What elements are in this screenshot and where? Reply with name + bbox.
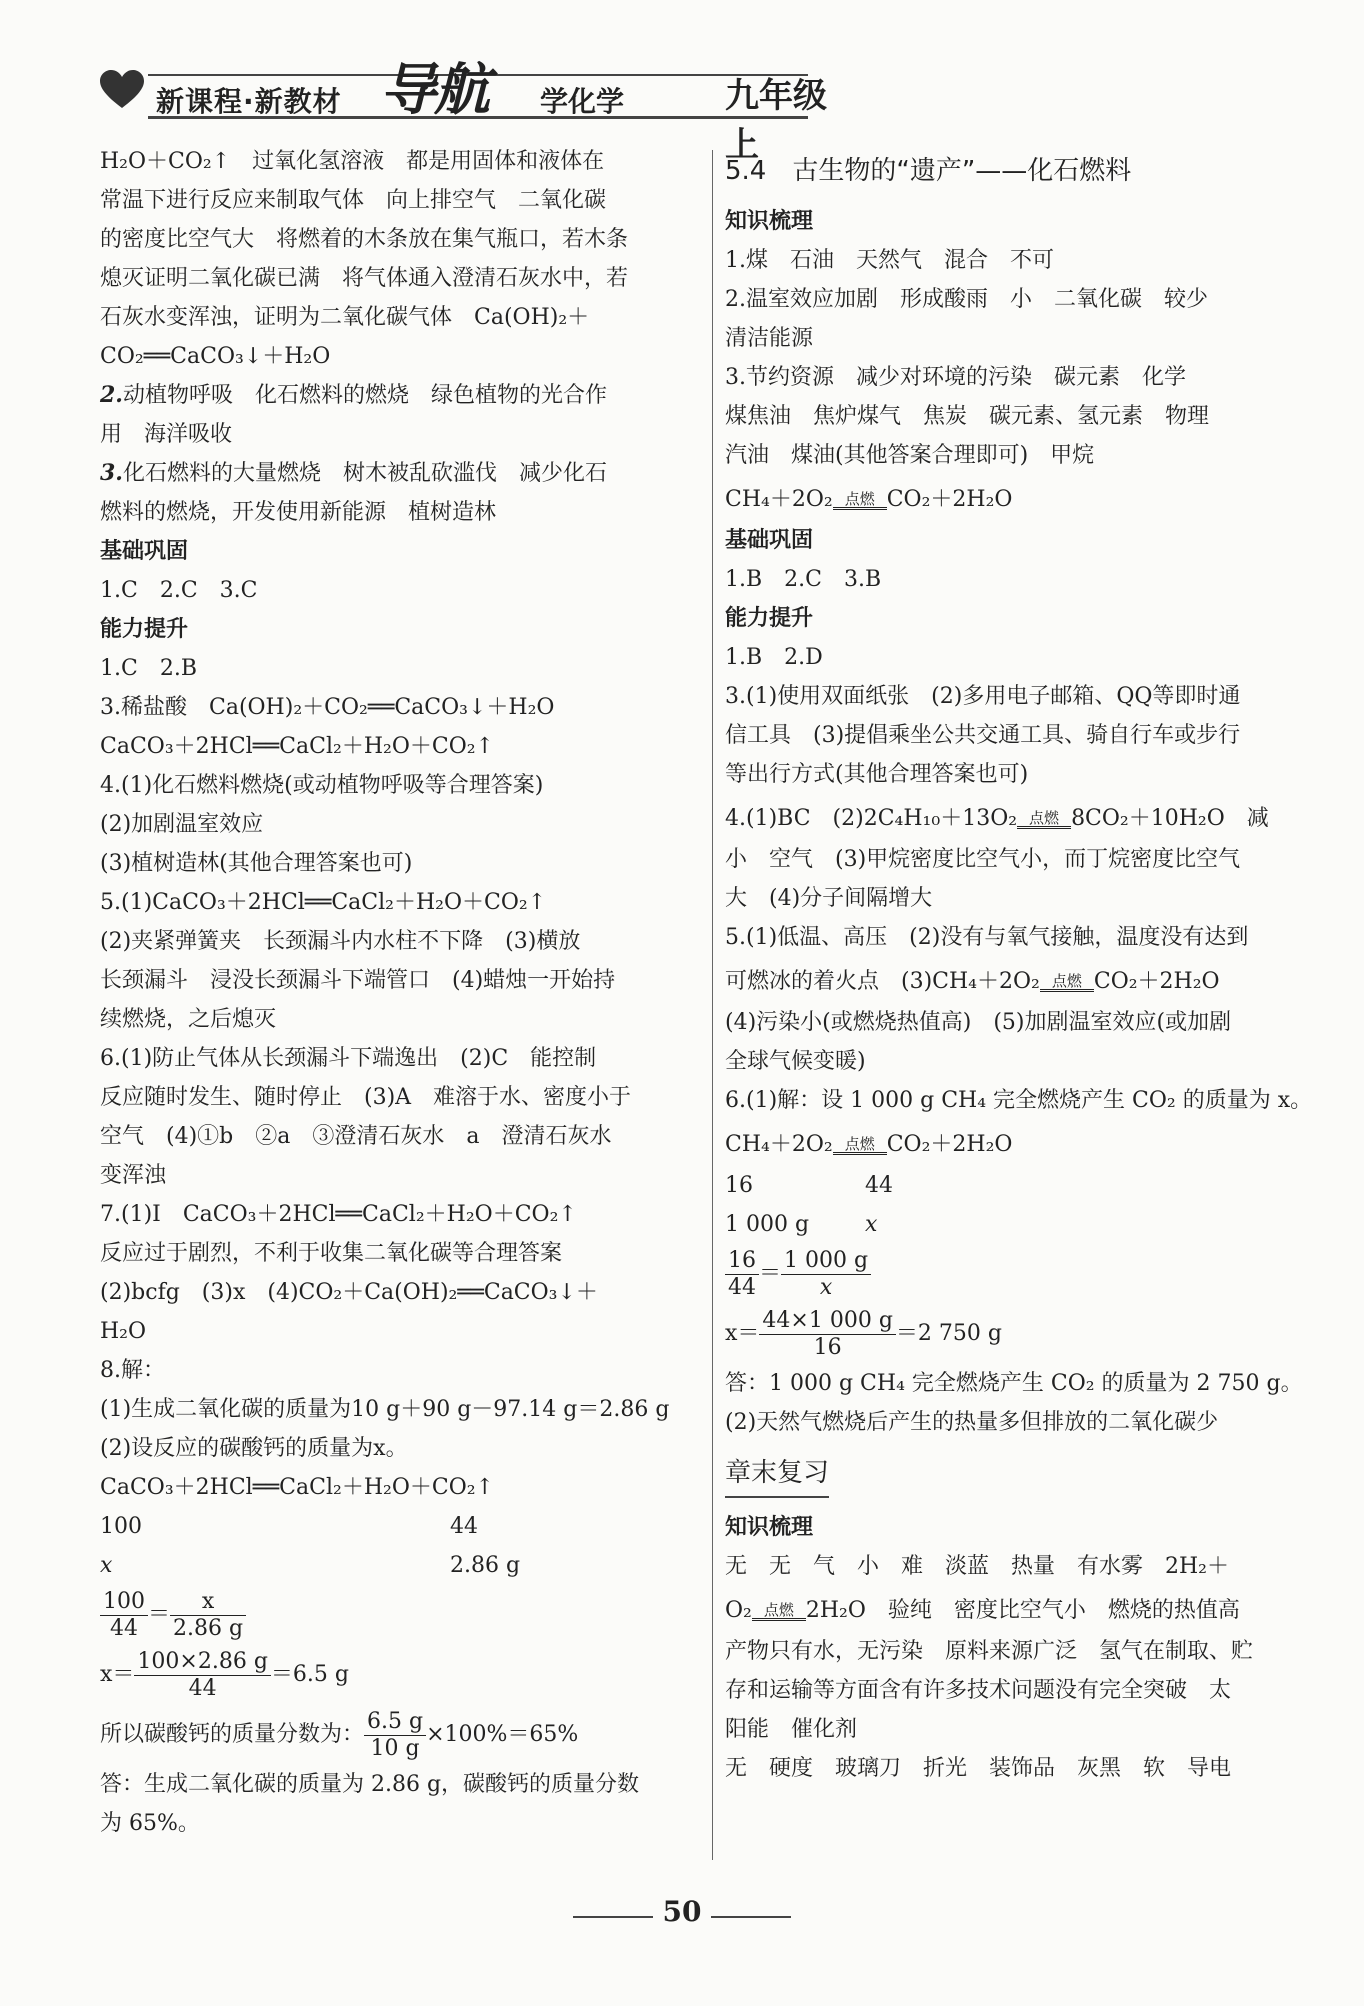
text-line: 阳能 催化剂 <box>725 1717 858 1742</box>
text-line: H₂O＋CO₂↑ 过氧化氢溶液 都是用固体和液体在 <box>100 149 605 174</box>
fraction <box>100 1589 148 1642</box>
denominator: x <box>819 1274 833 1300</box>
text-line: 存和运输等方面含有许多技术问题没有完全突破 太 <box>725 1678 1232 1703</box>
footer-ornament <box>573 1916 653 1918</box>
reaction-condition <box>752 1602 806 1621</box>
stoich-value: 1 000 g <box>725 1212 810 1237</box>
text-line: 续燃烧，之后熄灭 <box>100 1007 277 1032</box>
fraction <box>725 1248 759 1301</box>
text-line: 大 (4)分子间隔增大 <box>725 886 933 911</box>
section-heading: 基础巩固 <box>100 539 189 564</box>
text-line: H₂O <box>100 1319 147 1344</box>
text-line: 燃料的燃烧，开发使用新能源 植树造林 <box>100 500 497 525</box>
text-line: CaCO₃＋2HCl══CaCl₂＋H₂O＋CO₂↑ <box>100 1475 494 1500</box>
column-divider <box>712 150 713 1860</box>
text-line: 3.稀盐酸 Ca(OH)₂＋CO₂══CaCO₃↓＋H₂O <box>100 695 555 720</box>
numerator: 44×1 000 g <box>759 1308 896 1335</box>
text-line: (2)夹紧弹簧夹 长颈漏斗内水柱不下降 (3)横放 <box>100 929 581 954</box>
numerator: x <box>170 1589 246 1616</box>
equation-prefix: x＝ <box>725 1321 760 1346</box>
chemical-equation <box>725 1586 1325 1632</box>
ratio-equation <box>725 1244 1325 1304</box>
answer-text: 动植物呼吸 化石燃料的燃烧 绿色植物的光合作 <box>122 383 607 408</box>
section-heading: 基础巩固 <box>725 528 814 553</box>
products: 2H₂O 验纯 密度比空气小 燃烧的热值高 <box>805 1598 1240 1623</box>
reactants: 4.(1)BC (2)2C₄H₁₀＋13O₂ <box>725 806 1018 831</box>
fraction <box>170 1589 246 1642</box>
text-line: 1.C 2.B <box>100 656 197 681</box>
denominator: 44 <box>188 1675 217 1701</box>
text-line: 常温下进行反应来制取气体 向上排空气 二氧化碳 <box>100 188 607 213</box>
text-line: 答：生成二氧化碳的质量为 2.86 g，碳酸钙的质量分数 <box>100 1772 640 1797</box>
text-line: 8.解： <box>100 1358 165 1383</box>
text-line: 无 无 气 小 难 淡蓝 热量 有水雾 2H₂＋ <box>725 1554 1230 1579</box>
right-column <box>725 142 1325 1788</box>
item-number: 2. <box>100 382 123 408</box>
section-heading: 知识梳理 <box>725 209 814 234</box>
text-line: 1.煤 石油 天然气 混合 不可 <box>725 248 1054 273</box>
text-line: 用 海洋吸收 <box>100 422 233 447</box>
numerator: 6.5 g <box>364 1709 426 1736</box>
section-heading: 能力提升 <box>100 617 189 642</box>
text-line: (2)设反应的碳酸钙的质量为x。 <box>100 1436 408 1461</box>
section-heading: 知识梳理 <box>725 1515 814 1540</box>
text-line: 空气 (4)①b ②a ③澄清石灰水 a 澄清石灰水 <box>100 1124 612 1149</box>
text-line: (3)植树造林(其他合理答案也可) <box>100 851 413 876</box>
products: 8CO₂＋10H₂O 减 <box>1071 806 1269 831</box>
reactants: O₂ <box>725 1598 752 1623</box>
text-line: (2)bcfg (3)x (4)CO₂＋Ca(OH)₂══CaCO₃↓＋ <box>100 1280 598 1305</box>
equals-sign: ＝ <box>759 1261 782 1286</box>
ratio-equation <box>100 1585 700 1645</box>
text-line: 等出行方式(其他合理答案也可) <box>725 762 1029 787</box>
text-line: (2)加剧温室效应 <box>100 812 264 837</box>
equation-result: ＝6.5 g <box>270 1662 349 1687</box>
text-line: 答：1 000 g CH₄ 完全燃烧产生 CO₂ 的质量为 2 750 g。 <box>725 1371 1303 1396</box>
text-line: 汽油 煤油(其他答案合理即可) 甲烷 <box>725 443 1095 468</box>
chapter-title: 章末复习 <box>725 1450 829 1498</box>
text-line: 小 空气 (3)甲烷密度比空气小，而丁烷密度比空气 <box>725 847 1241 872</box>
stoich-value: 44 <box>865 1173 893 1198</box>
text-line: 无 硬度 玻璃刀 折光 装饰品 灰黑 软 导电 <box>725 1756 1232 1781</box>
stoich-row <box>725 1205 1325 1244</box>
denominator: 44 <box>110 1615 138 1641</box>
subject-title: 学化学 <box>540 85 625 118</box>
text-line: 1.B 2.C 3.B <box>725 567 882 592</box>
text-line: 清洁能源 <box>725 326 814 351</box>
reaction-condition <box>833 491 887 510</box>
solve-equation <box>725 1304 1325 1364</box>
stoich-row <box>100 1507 700 1546</box>
text-line: CO₂══CaCO₃↓＋H₂O <box>100 344 331 369</box>
solve-equation <box>100 1645 700 1705</box>
heart-icon <box>100 70 144 110</box>
section-title: 5.4 古生物的“遗产”——化石燃料 <box>725 156 1132 186</box>
text-line: 5.(1)低温、高压 (2)没有与氧气接触，温度没有达到 <box>725 925 1249 950</box>
text-line: 6.(1)解：设 1 000 g CH₄ 完全燃烧产生 CO₂ 的质量为 x。 <box>725 1088 1313 1113</box>
page-footer <box>0 1895 1364 1928</box>
text-line: 的密度比空气大 将燃着的木条放在集气瓶口，若木条 <box>100 227 629 252</box>
reactants: CH₄＋2O₂ <box>725 1132 833 1157</box>
text-line: 石灰水变浑浊，证明为二氧化碳气体 Ca(OH)₂＋ <box>100 305 590 330</box>
grade-label: 九年级上 <box>725 76 827 165</box>
text-line: 2.温室效应加剧 形成酸雨 小 二氧化碳 较少 <box>725 287 1208 312</box>
condition-label: 点燃 <box>844 1134 875 1153</box>
denominator: 44 <box>728 1274 756 1300</box>
answer-line <box>100 376 700 415</box>
reactants: 可燃冰的着火点 (3)CH₄＋2O₂ <box>725 969 1040 994</box>
text-line: 全球气候变暖) <box>725 1049 866 1074</box>
numerator: 16 <box>725 1248 759 1275</box>
text-line: 反应过于剧烈，不利于收集二氧化碳等合理答案 <box>100 1241 563 1266</box>
text-line: 3.(1)使用双面纸张 (2)多用电子邮箱、QQ等即时通 <box>725 684 1241 709</box>
condition-label: 点燃 <box>844 489 875 508</box>
products: CO₂＋2H₂O <box>1093 969 1220 994</box>
numerator: 100 <box>100 1589 148 1616</box>
answer-text: 化石燃料的大量燃烧 树木被乱砍滥伐 减少化石 <box>122 461 607 486</box>
text-line: 信工具 (3)提倡乘坐公共交通工具、骑自行车或步行 <box>725 723 1241 748</box>
denominator: 16 <box>813 1334 842 1360</box>
chemical-equation <box>725 475 1325 521</box>
percentage-equation <box>100 1705 700 1765</box>
text-line: 5.(1)CaCO₃＋2HCl══CaCl₂＋H₂O＋CO₂↑ <box>100 890 547 915</box>
text-line: CaCO₃＋2HCl══CaCl₂＋H₂O＋CO₂↑ <box>100 734 494 759</box>
text-line: (1)生成二氧化碳的质量为10 g＋90 g－97.14 g＝2.86 g <box>100 1397 670 1422</box>
stoich-value: 44 <box>450 1514 478 1539</box>
stoich-value: 100 <box>100 1514 142 1539</box>
text-line: 7.(1)Ⅰ CaCO₃＋2HCl══CaCl₂＋H₂O＋CO₂↑ <box>100 1202 577 1227</box>
text-line: 3.节约资源 减少对环境的污染 碳元素 化学 <box>725 365 1186 390</box>
reaction-condition <box>1017 810 1071 829</box>
text-line: (4)污染小(或燃烧热值高) (5)加剧温室效应(或加剧 <box>725 1010 1232 1035</box>
fraction <box>781 1248 871 1301</box>
left-column <box>100 142 700 1843</box>
footer-ornament <box>711 1916 791 1918</box>
reactants: CH₄＋2O₂ <box>725 487 833 512</box>
text-line: 熄灭证明二氧化碳已满 将气体通入澄清石灰水中，若 <box>100 266 629 291</box>
text-line: 产物只有水，无污染 原料来源广泛 氢气在制取、贮 <box>725 1639 1254 1664</box>
products: CO₂＋2H₂O <box>886 487 1013 512</box>
condition-label: 点燃 <box>763 1600 794 1619</box>
denominator: 10 g <box>370 1735 420 1761</box>
text-line: 4.(1)化石燃料燃烧(或动植物呼吸等合理答案) <box>100 773 544 798</box>
section-heading: 能力提升 <box>725 606 814 631</box>
text-line: 1.B 2.D <box>725 645 823 670</box>
equals-sign: ＝ <box>148 1602 171 1627</box>
text-line: 煤焦油 焦炉煤气 焦炭 碳元素、氢元素 物理 <box>725 404 1210 429</box>
item-number: 3. <box>100 460 123 486</box>
equation-prefix: 所以碳酸钙的质量分数为： <box>100 1722 365 1747</box>
stoich-value: 16 <box>725 1173 753 1198</box>
chemical-equation <box>725 1120 1325 1166</box>
brand-logo: 导航 <box>380 58 488 123</box>
stoich-value: 2.86 g <box>450 1553 521 1578</box>
fraction <box>134 1649 271 1702</box>
text-line: 变浑浊 <box>100 1163 167 1188</box>
stoich-value: x <box>865 1212 878 1237</box>
series-title: 新课程·新教材 <box>156 85 342 118</box>
numerator: 1 000 g <box>781 1248 871 1275</box>
fraction <box>364 1709 426 1762</box>
stoich-row <box>725 1166 1325 1205</box>
stoich-value: x <box>100 1553 113 1578</box>
denominator: 2.86 g <box>173 1615 244 1641</box>
reaction-condition <box>833 1136 887 1155</box>
text-line: 长颈漏斗 浸没长颈漏斗下端管口 (4)蜡烛一开始持 <box>100 968 616 993</box>
reaction-condition <box>1040 973 1094 992</box>
text-line: 1.C 2.C 3.C <box>100 578 258 603</box>
answer-line <box>100 454 700 493</box>
chemical-equation <box>725 957 1325 1003</box>
page-number: 50 <box>662 1895 702 1928</box>
text-line: 为 65%。 <box>100 1811 200 1836</box>
numerator: 100×2.86 g <box>134 1649 271 1676</box>
equation-result: ×100%＝65% <box>426 1722 579 1747</box>
equation-prefix: x＝ <box>100 1662 135 1687</box>
equation-result: ＝2 750 g <box>895 1321 1002 1346</box>
condition-label: 点燃 <box>1029 808 1060 827</box>
text-line: 反应随时发生、随时停止 (3)A 难溶于水、密度小于 <box>100 1085 632 1110</box>
chemical-equation <box>725 794 1325 840</box>
text-line: (2)天然气燃烧后产生的热量多但排放的二氧化碳少 <box>725 1410 1219 1435</box>
text-line: 6.(1)防止气体从长颈漏斗下端逸出 (2)C 能控制 <box>100 1046 597 1071</box>
stoich-row <box>100 1546 700 1585</box>
products: CO₂＋2H₂O <box>886 1132 1013 1157</box>
fraction <box>759 1308 896 1361</box>
condition-label: 点燃 <box>1051 971 1082 990</box>
